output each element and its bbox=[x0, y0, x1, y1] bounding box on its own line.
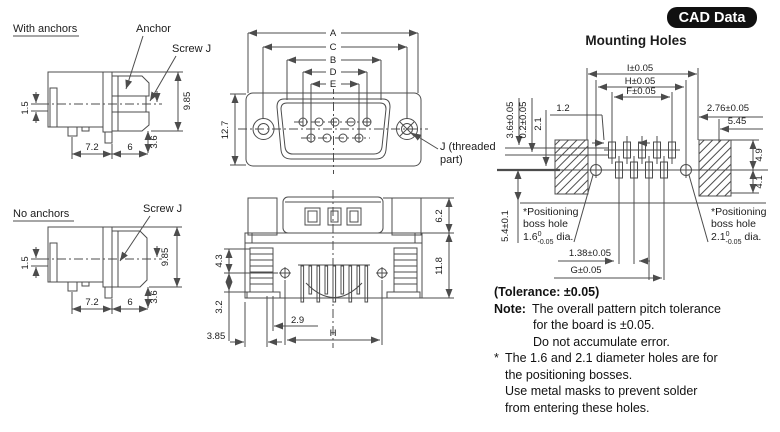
dim-1-38: 1.38±0.05 bbox=[568, 248, 612, 259]
dim-9-85-top: 9.85 bbox=[182, 91, 193, 111]
tolerance-heading: (Tolerance: ±0.05) bbox=[494, 285, 600, 299]
star-line-1: The 1.6 and 2.1 diameter holes are for bbox=[505, 351, 718, 365]
dim-E: E bbox=[329, 79, 337, 90]
dim-3-6-bottom: 3.6 bbox=[149, 290, 160, 304]
hatch-area-right bbox=[699, 140, 731, 196]
star-marker: * bbox=[494, 351, 499, 365]
dim-11-8: 11.8 bbox=[434, 257, 445, 275]
svg-text:2.10-0.05 dia.: $2.1^0$ -0.05 dia. bbox=[711, 231, 762, 246]
dim-0-2: 0.2±0.05 bbox=[518, 101, 529, 139]
svg-text:boss hole: boss hole bbox=[711, 218, 756, 230]
mounting-holes-title: Mounting Holes bbox=[585, 33, 687, 48]
side-view-with-anchors bbox=[13, 23, 211, 159]
dim-2-9: 2.9 bbox=[291, 315, 305, 326]
star-line-2: the positioning bosses. bbox=[505, 367, 633, 382]
dim-7-2-top: 7.2 bbox=[85, 142, 99, 153]
svg-text:1.60-0.05 dia.: $1.6^0$ -0.05 dia. bbox=[523, 231, 574, 246]
side-view-no-anchors bbox=[13, 203, 182, 314]
dim-3-85: 3.85 bbox=[206, 331, 226, 342]
dim-B: B bbox=[329, 55, 337, 66]
dim-4-3: 4.3 bbox=[214, 254, 225, 268]
dim-6-bottom: 6 bbox=[127, 297, 133, 308]
hatch-area-left bbox=[555, 140, 588, 194]
dim-6-2: 6.2 bbox=[434, 209, 445, 223]
screw-j-label-top: Screw J bbox=[172, 43, 212, 55]
dim-1-2: 1.2 bbox=[556, 103, 570, 114]
svg-text:*Positioning: *Positioning bbox=[711, 206, 767, 218]
note-label: Note: bbox=[494, 301, 526, 316]
dim-4-9: 4.9 bbox=[754, 148, 765, 162]
dim-F: F±0.05 bbox=[626, 86, 656, 97]
dim-H-mounting: H±0.05 bbox=[624, 76, 656, 87]
dim-H-rear: H bbox=[329, 328, 337, 339]
rear-view bbox=[207, 190, 454, 348]
dim-I: I±0.05 bbox=[626, 63, 654, 74]
dim-2-1: 2.1 bbox=[533, 117, 544, 131]
anchor-label: Anchor bbox=[136, 23, 171, 35]
svg-text:*Positioning: *Positioning bbox=[523, 206, 579, 218]
star-line-3: Use metal masks to prevent solder bbox=[505, 384, 698, 398]
dim-7-2-bottom: 7.2 bbox=[85, 297, 99, 308]
dim-D: D bbox=[329, 67, 337, 78]
screw-j-label-bottom: Screw J bbox=[143, 203, 183, 215]
j-threaded-label-1: J (threaded bbox=[440, 141, 496, 153]
dim-3-6-top: 3.6 bbox=[149, 135, 160, 149]
note-line-1: The overall pattern pitch tolerance bbox=[531, 301, 721, 316]
dim-9-85-bottom: 9.85 bbox=[160, 247, 171, 267]
dim-5-45: 5.45 bbox=[727, 116, 747, 127]
dim-6-top: 6 bbox=[127, 142, 133, 153]
dim-A: A bbox=[329, 28, 337, 39]
view-title-with-anchors: With anchors bbox=[13, 23, 78, 35]
rear-pins bbox=[301, 266, 368, 302]
svg-text:boss hole: boss hole bbox=[523, 218, 568, 230]
boss-callout-right bbox=[711, 206, 767, 246]
view-title-no-anchors: No anchors bbox=[13, 208, 70, 220]
note-line-3: Do not accumulate error. bbox=[533, 334, 670, 349]
dim-12-7: 12.7 bbox=[220, 120, 231, 140]
j-threaded-label-2: part) bbox=[440, 154, 463, 166]
star-line-4: from entering these holes. bbox=[505, 400, 650, 415]
dim-3-2: 3.2 bbox=[214, 300, 225, 314]
dim-3-6-mounting: 3.6±0.05 bbox=[505, 101, 516, 139]
dim-2-76: 2.76±0.05 bbox=[706, 103, 750, 114]
dim-5-4: 5.4±0.1 bbox=[500, 210, 511, 242]
dim-1-5-top: 1.5 bbox=[20, 101, 31, 115]
dim-1-5-bottom: 1.5 bbox=[20, 256, 31, 270]
cad-data-badge[interactable]: CAD Data bbox=[667, 7, 757, 28]
dim-4-1: 4.1 bbox=[754, 175, 765, 189]
front-view bbox=[220, 27, 496, 174]
dim-G: G±0.05 bbox=[570, 265, 602, 276]
note-line-2: for the board is ±0.05. bbox=[533, 318, 655, 332]
mounting-holes-diagram bbox=[497, 33, 768, 280]
boss-callout-left bbox=[523, 206, 579, 246]
dim-C: C bbox=[329, 42, 337, 53]
notes-block bbox=[494, 284, 778, 416]
